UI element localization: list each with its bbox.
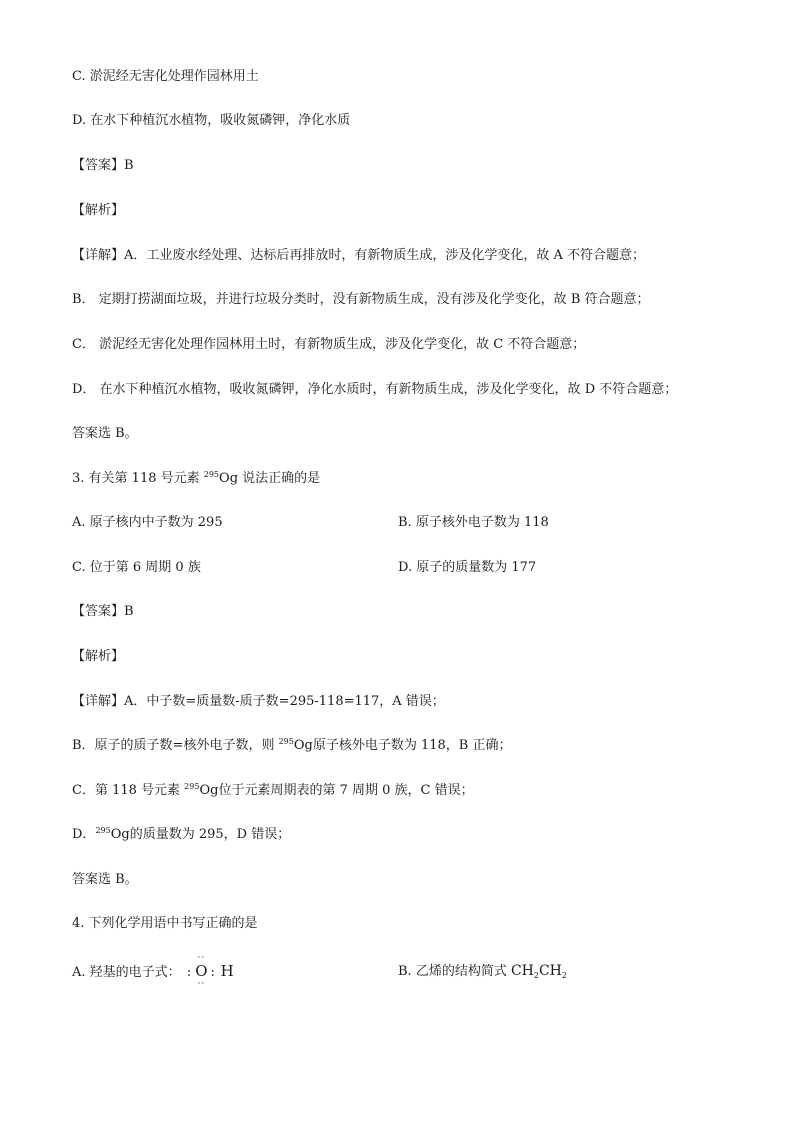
q3-detail-d: D．$^{295}$Og的质量数为 295，D 错误； [72, 826, 291, 842]
q3-detail-b-prefix: B．原子的质子数=核外电子数，则 [72, 738, 279, 753]
lone-pair-top: ·· [197, 953, 206, 963]
detail-d-line: D． 在水下种植沉水植物，吸收氮磷钾，净化水质时，有新物质生成，涉及化学变化，故 D 不符合题意； [72, 382, 678, 397]
detail-c-line: C． 淤泥经无害化处理作园林用土时，有新物质生成，涉及化学变化，故 C 不符合题意； [72, 337, 586, 352]
lone-pair-bottom: ·· [197, 979, 206, 989]
oxygen-symbol: O [195, 962, 208, 980]
q3-detail-b [72, 737, 734, 755]
q3-option-c: C. 位于第 6 周期 0 族 [72, 560, 201, 575]
isotope-mass: 295 [95, 826, 111, 835]
ethylene-formula: $CH_2CH_2$ [510, 963, 567, 980]
element-symbol: Og [199, 783, 219, 798]
element-symbol: Og [293, 738, 313, 753]
option-c-line: C. 淤泥经无害化处理作园林用土 [72, 69, 259, 84]
isotope-mass: 295 [184, 782, 200, 791]
hydrogen-symbol: H [220, 962, 234, 980]
q3-detail-c [72, 782, 734, 800]
q4-option-a [72, 953, 236, 989]
q3-detail-b-suffix: 原子核外电子数为 118，B 正确； [312, 738, 512, 753]
q3-option-b: B. 原子核外电子数为 118 [398, 515, 549, 530]
isotope-mass: 295 [203, 470, 220, 479]
q3-option-d: D. 原子的质量数为 177 [398, 560, 537, 575]
analysis-heading: 【解析】 [72, 203, 125, 218]
option-d-line: D. 在水下种植沉水植物，吸收氮磷钾，净化水质 [72, 113, 351, 128]
element-symbol: Og [219, 471, 239, 486]
q3-suffix: 说法正确的是 [238, 471, 321, 486]
detail-b-line: B． 定期打捞湖面垃圾，并进行垃圾分类时，没有新物质生成，没有涉及化学变化，故 B 符合题意； [72, 292, 650, 307]
q3-option-a: A. 原子核内中子数为 295 [72, 515, 223, 530]
final-answer-line: 答案选 B。 [72, 426, 138, 441]
detail-a-line: 【详解】A．工业废水经处理、达标后再排放时，有新物质生成，涉及化学变化，故 A 不符合题意； [72, 248, 646, 263]
q3-detail-a: 【详解】A．中子数=质量数-质子数=295-118=117，A 错误； [72, 694, 445, 709]
element-symbol: Og [110, 827, 130, 842]
q3-answer: 【答案】B [72, 604, 134, 619]
q3-final-answer: 答案选 B。 [72, 872, 138, 887]
question-3-stem [72, 470, 734, 488]
q4-option-b-label: B. 乙烯的结构简式 [398, 964, 511, 979]
isotope-mass: 295 [278, 737, 294, 746]
hydroxyl-lewis-structure: : ·· O ·· : H [186, 953, 234, 989]
q3-prefix: 3. 有关第 118 号元素 [72, 471, 204, 486]
q4-option-a-label: A. 羟基的电子式： [72, 965, 181, 980]
q3-detail-c-prefix: C．第 118 号元素 [72, 783, 185, 798]
question-4-stem: 4. 下列化学用语中书写正确的是 [72, 916, 258, 931]
q4-option-b [398, 962, 567, 981]
q3-detail-c-suffix: 位于元素周期表的第 7 周期 0 族，C 错误； [218, 783, 474, 798]
q3-detail-d-suffix: 的质量数为 295，D 错误； [129, 827, 291, 842]
answer-line: 【答案】B [72, 158, 134, 173]
q3-analysis-heading: 【解析】 [72, 649, 125, 664]
